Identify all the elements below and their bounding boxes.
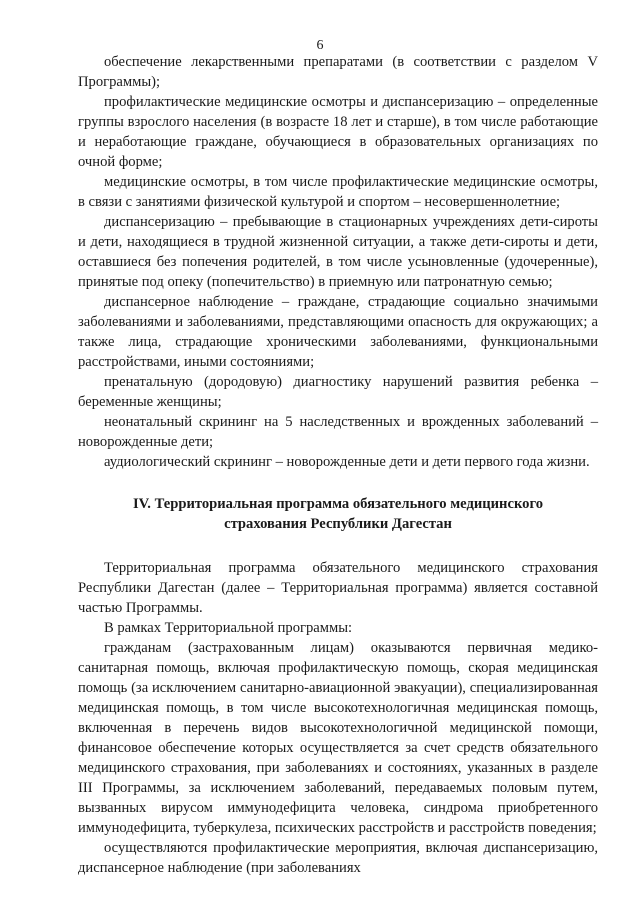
paragraph: профилактические медицинские осмотры и диспансеризацию – определенные группы взрослого населения (в возрасте 18 лет и старше), в том числе работающие и неработающие граждане, обучающиеся в образовательных организациях по очной форме;: [78, 94, 598, 170]
paragraph: Территориальная программа обязательного медицинского страхования Республики Дагестан (далее – Территориальная программа) является составной частью Программы.: [78, 560, 598, 616]
paragraph: пренатальную (дородовую) диагностику нарушений развития ребенка – беременные женщины;: [78, 374, 598, 410]
page-number: 6: [316, 38, 324, 53]
paragraph: аудиологический скрининг – новорожденные дети и дети первого года жизни.: [104, 454, 590, 470]
section-heading-line: IV. Территориальная программа обязательного медицинского: [132, 496, 544, 512]
paragraph: диспансерное наблюдение – граждане, страдающие социально значимыми заболеваниями и заболеваниями, представляющими опасность для окружающих; а также лица, страдающие хроническими заболеваниями, функциональными расстройствами, иными состояниями;: [78, 294, 598, 370]
paragraph: осуществляются профилактические мероприятия, включая диспансеризацию, диспансерное наблюдение (при заболеваниях: [78, 840, 598, 876]
paragraph: обеспечение лекарственными препаратами (в соответствии с разделом V Программы);: [78, 54, 598, 90]
document-body: [78, 52, 598, 878]
paragraph: гражданам (застрахованным лицам) оказываются первичная медико-санитарная помощь, включая профилактическую помощь, скорая медицинская помощь (за исключением санитарно-авиационной эвакуации), специализированная медицинская помощь, в том числе высокотехнологичная медицинская помощь, включенная в перечень видов высокотехнологичной медицинской помощи, финансовое обеспечение которых осуществляется за счет средств обязательного медицинского страхования, при заболеваниях и состояниях, указанных в разделе III Программы, за исключением заболеваний, передаваемых половым путем, вызванных вирусом иммунодефицита человека, синдрома приобретенного иммунодефицита, туберкулеза, психических расстройств и расстройств поведения;: [78, 640, 598, 836]
paragraph: диспансеризацию – пребывающие в стационарных учреждениях дети-сироты и дети, находящиеся в трудной жизненной ситуации, а также дети-сироты и дети, оставшиеся без попечения родителей, в том числе усыновленные (удочеренные), принятые под опеку (попечительство) в приемную или патронатную семью;: [78, 214, 598, 290]
paragraph: В рамках Территориальной программы:: [104, 620, 353, 636]
paragraph: неонатальный скрининг на 5 наследственных и врожденных заболеваний – новорожденные дети;: [78, 414, 598, 450]
section-heading: [78, 494, 598, 534]
paragraph: медицинские осмотры, в том числе профилактические медицинские осмотры, в связи с занятиями физической культурой и спортом – несовершеннолетние;: [78, 174, 598, 210]
section-heading-line: страхования Республики Дагестан: [224, 516, 452, 532]
